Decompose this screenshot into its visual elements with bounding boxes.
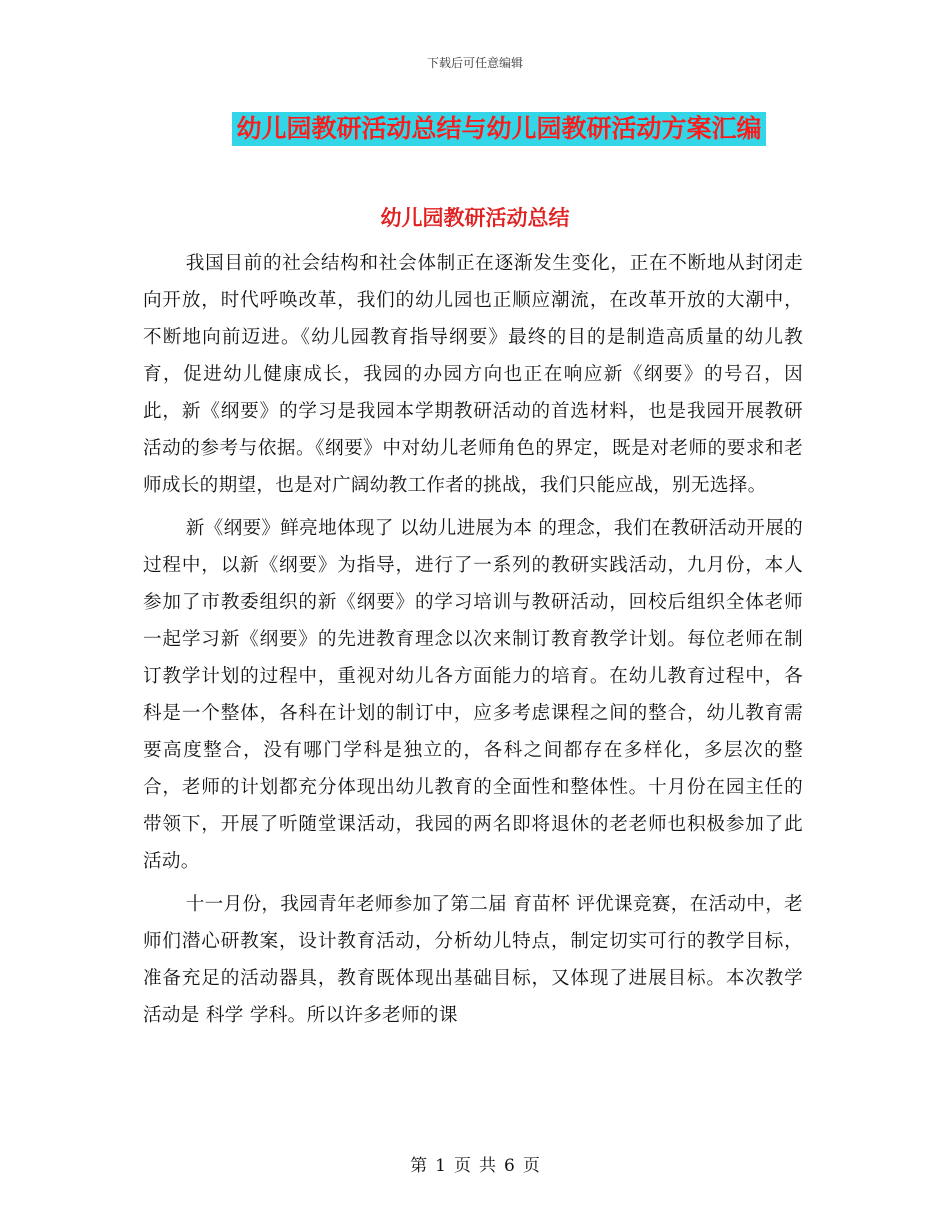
- page-footer: [0, 1151, 950, 1176]
- paragraph-1: 我国目前的社会结构和社会体制正在逐渐发生变化，正在不断地从封闭走向开放，时代呼唤改革，我们的幼儿园也正顺应潮流，在改革开放的大潮中，不断地向前迈进。《幼儿园教育指导纲要》最终的目的是制造高质量的幼儿教育，促进幼儿健康成长，我园的办园方向也正在响应新《纲要》的号召，因此，新《纲要》的学习是我园本学期教研活动的首选材料，也是我园开展教研活动的参考与依据。《纲要》中对幼儿老师角色的界定，既是对老师的要求和老师成长的期望，也是对广阔幼教工作者的挑战，我们只能应战，别无选择。: [143, 253, 803, 496]
- footer-label-total-unit: 页: [522, 1156, 540, 1176]
- body-text: [143, 245, 803, 1034]
- footer-total-pages: 6: [504, 1156, 515, 1176]
- footer-current-page: 1: [435, 1156, 446, 1176]
- paragraph-2: 新《纲要》鲜亮地体现了 以幼儿进展为本 的理念，我们在教研活动开展的过程中，以新《纲要》为指导，进行了一系列的教研实践活动，九月份，本人参加了市教委组织的新《纲要》的学习培训与教研活动，回校后组织全体老师一起学习新《纲要》的先进教育理念以次来制订教育教学计划。每位老师在制订教学计划的过程中，重视对幼儿各方面能力的培育。在幼儿教育过程中，各科是一个整体，各科在计划的制订中，应多考虑课程之间的整合，幼儿教育需要高度整合，没有哪门学科是独立的，各科之间都存在多样化，多层次的整合，老师的计划都充分体现出幼儿教育的全面性和整体性。十月份在园主任的带领下，开展了听随堂课活动，我园的两名即将退休的老老师也积极参加了此活动。: [143, 518, 803, 872]
- footer-label-page-unit: 页: [454, 1156, 471, 1176]
- document-title-container: [0, 112, 950, 146]
- paragraph-3: 十一月份，我园青年老师参加了第二届 育苗杯 评优课竞赛，在活动中，老师们潜心研教案，设计教育活动，分析幼儿特点，制定切实可行的教学目标，准备充足的活动器具，教育既体现出基础目标，又体现了进展目标。本次教学活动是 科学 学科。所以许多老师的课: [143, 894, 803, 1026]
- section-title: 幼儿园教研活动总结: [380, 205, 570, 230]
- document-title: 幼儿园教研活动总结与幼儿园教研活动方案汇编: [232, 112, 765, 146]
- footer-label-total: 共: [479, 1156, 496, 1176]
- footer-label-page: 第: [410, 1156, 428, 1176]
- header-note: 下载后可任意编辑: [426, 56, 523, 70]
